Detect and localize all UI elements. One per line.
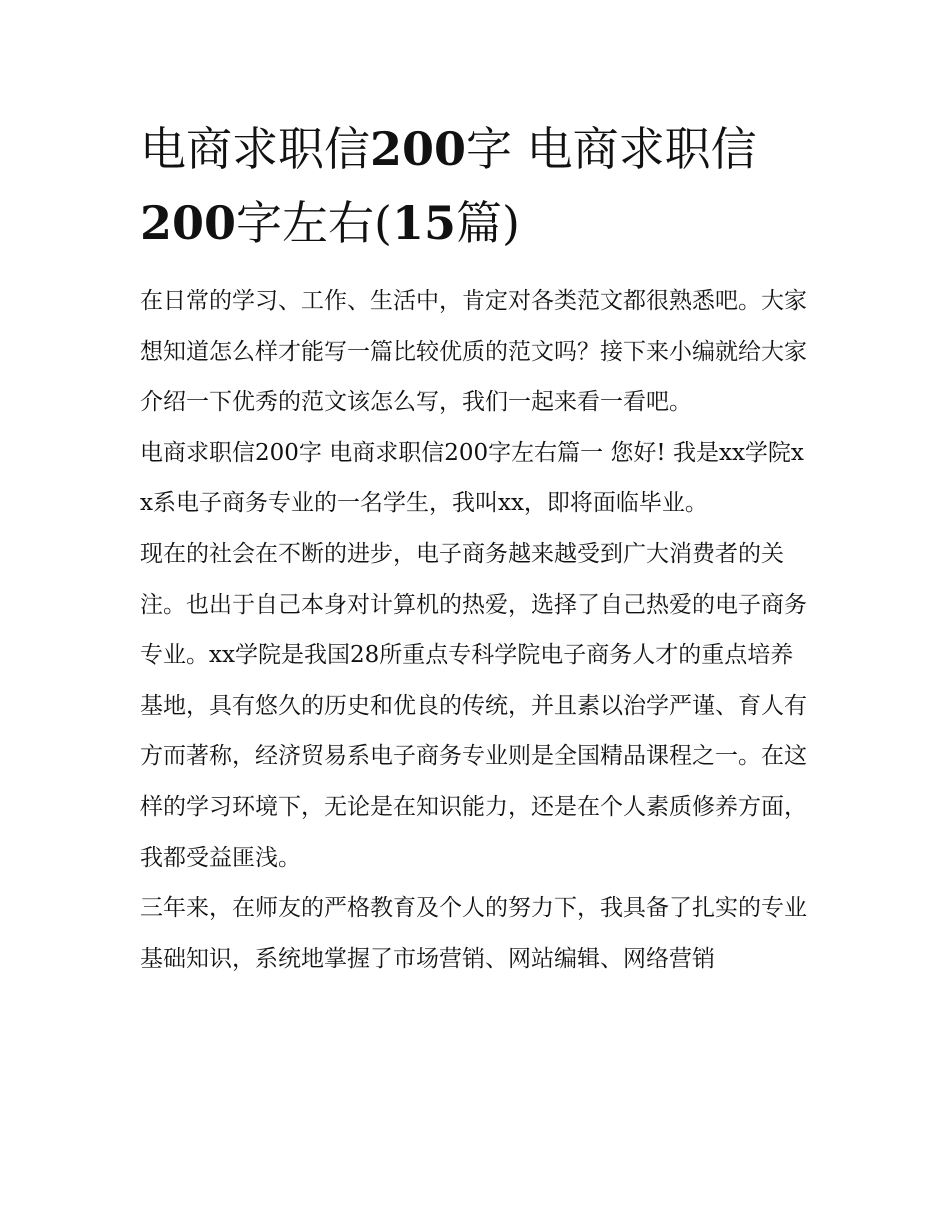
paragraph-school-background: 现在的社会在不断的进步，电子商务越来越受到广大消费者的关注。也出于自己本身对计算机的热爱，选择了自己热爱的电子商务专业。xx学院是我国28所重点专科学院电子商务人才的重点培养基地，具有悠久的历史和优良的传统，并且素以治学严谨、育人有方而著称，经济贸易系电子商务专业则是全国精品课程之一。在这样的学习环境下，无论是在知识能力，还是在个人素质修养方面，我都受益匪浅。 bbox=[140, 540, 807, 871]
paragraph-intro: 在日常的学习、工作、生活中，肯定对各类范文都很熟悉吧。大家想知道怎么样才能写一篇比较优质的范文吗？接下来小编就给大家介绍一下优秀的范文该怎么写，我们一起来看一看吧。 bbox=[140, 288, 807, 416]
document-body bbox=[140, 276, 815, 984]
page-title: 电商求职信200字 电商求职信200字左右(15篇) bbox=[140, 122, 757, 250]
paragraph-letter-opening: 电商求职信200字 电商求职信200字左右篇一 您好! 我是xx学院xx系电子商务专业的一名学生，我叫xx，即将面临毕业。 bbox=[140, 439, 804, 517]
paragraph-skills: 三年来，在师友的严格教育及个人的努力下，我具备了扎实的专业基础知识，系统地掌握了市场营销、网站编辑、网络营销 bbox=[140, 895, 807, 972]
